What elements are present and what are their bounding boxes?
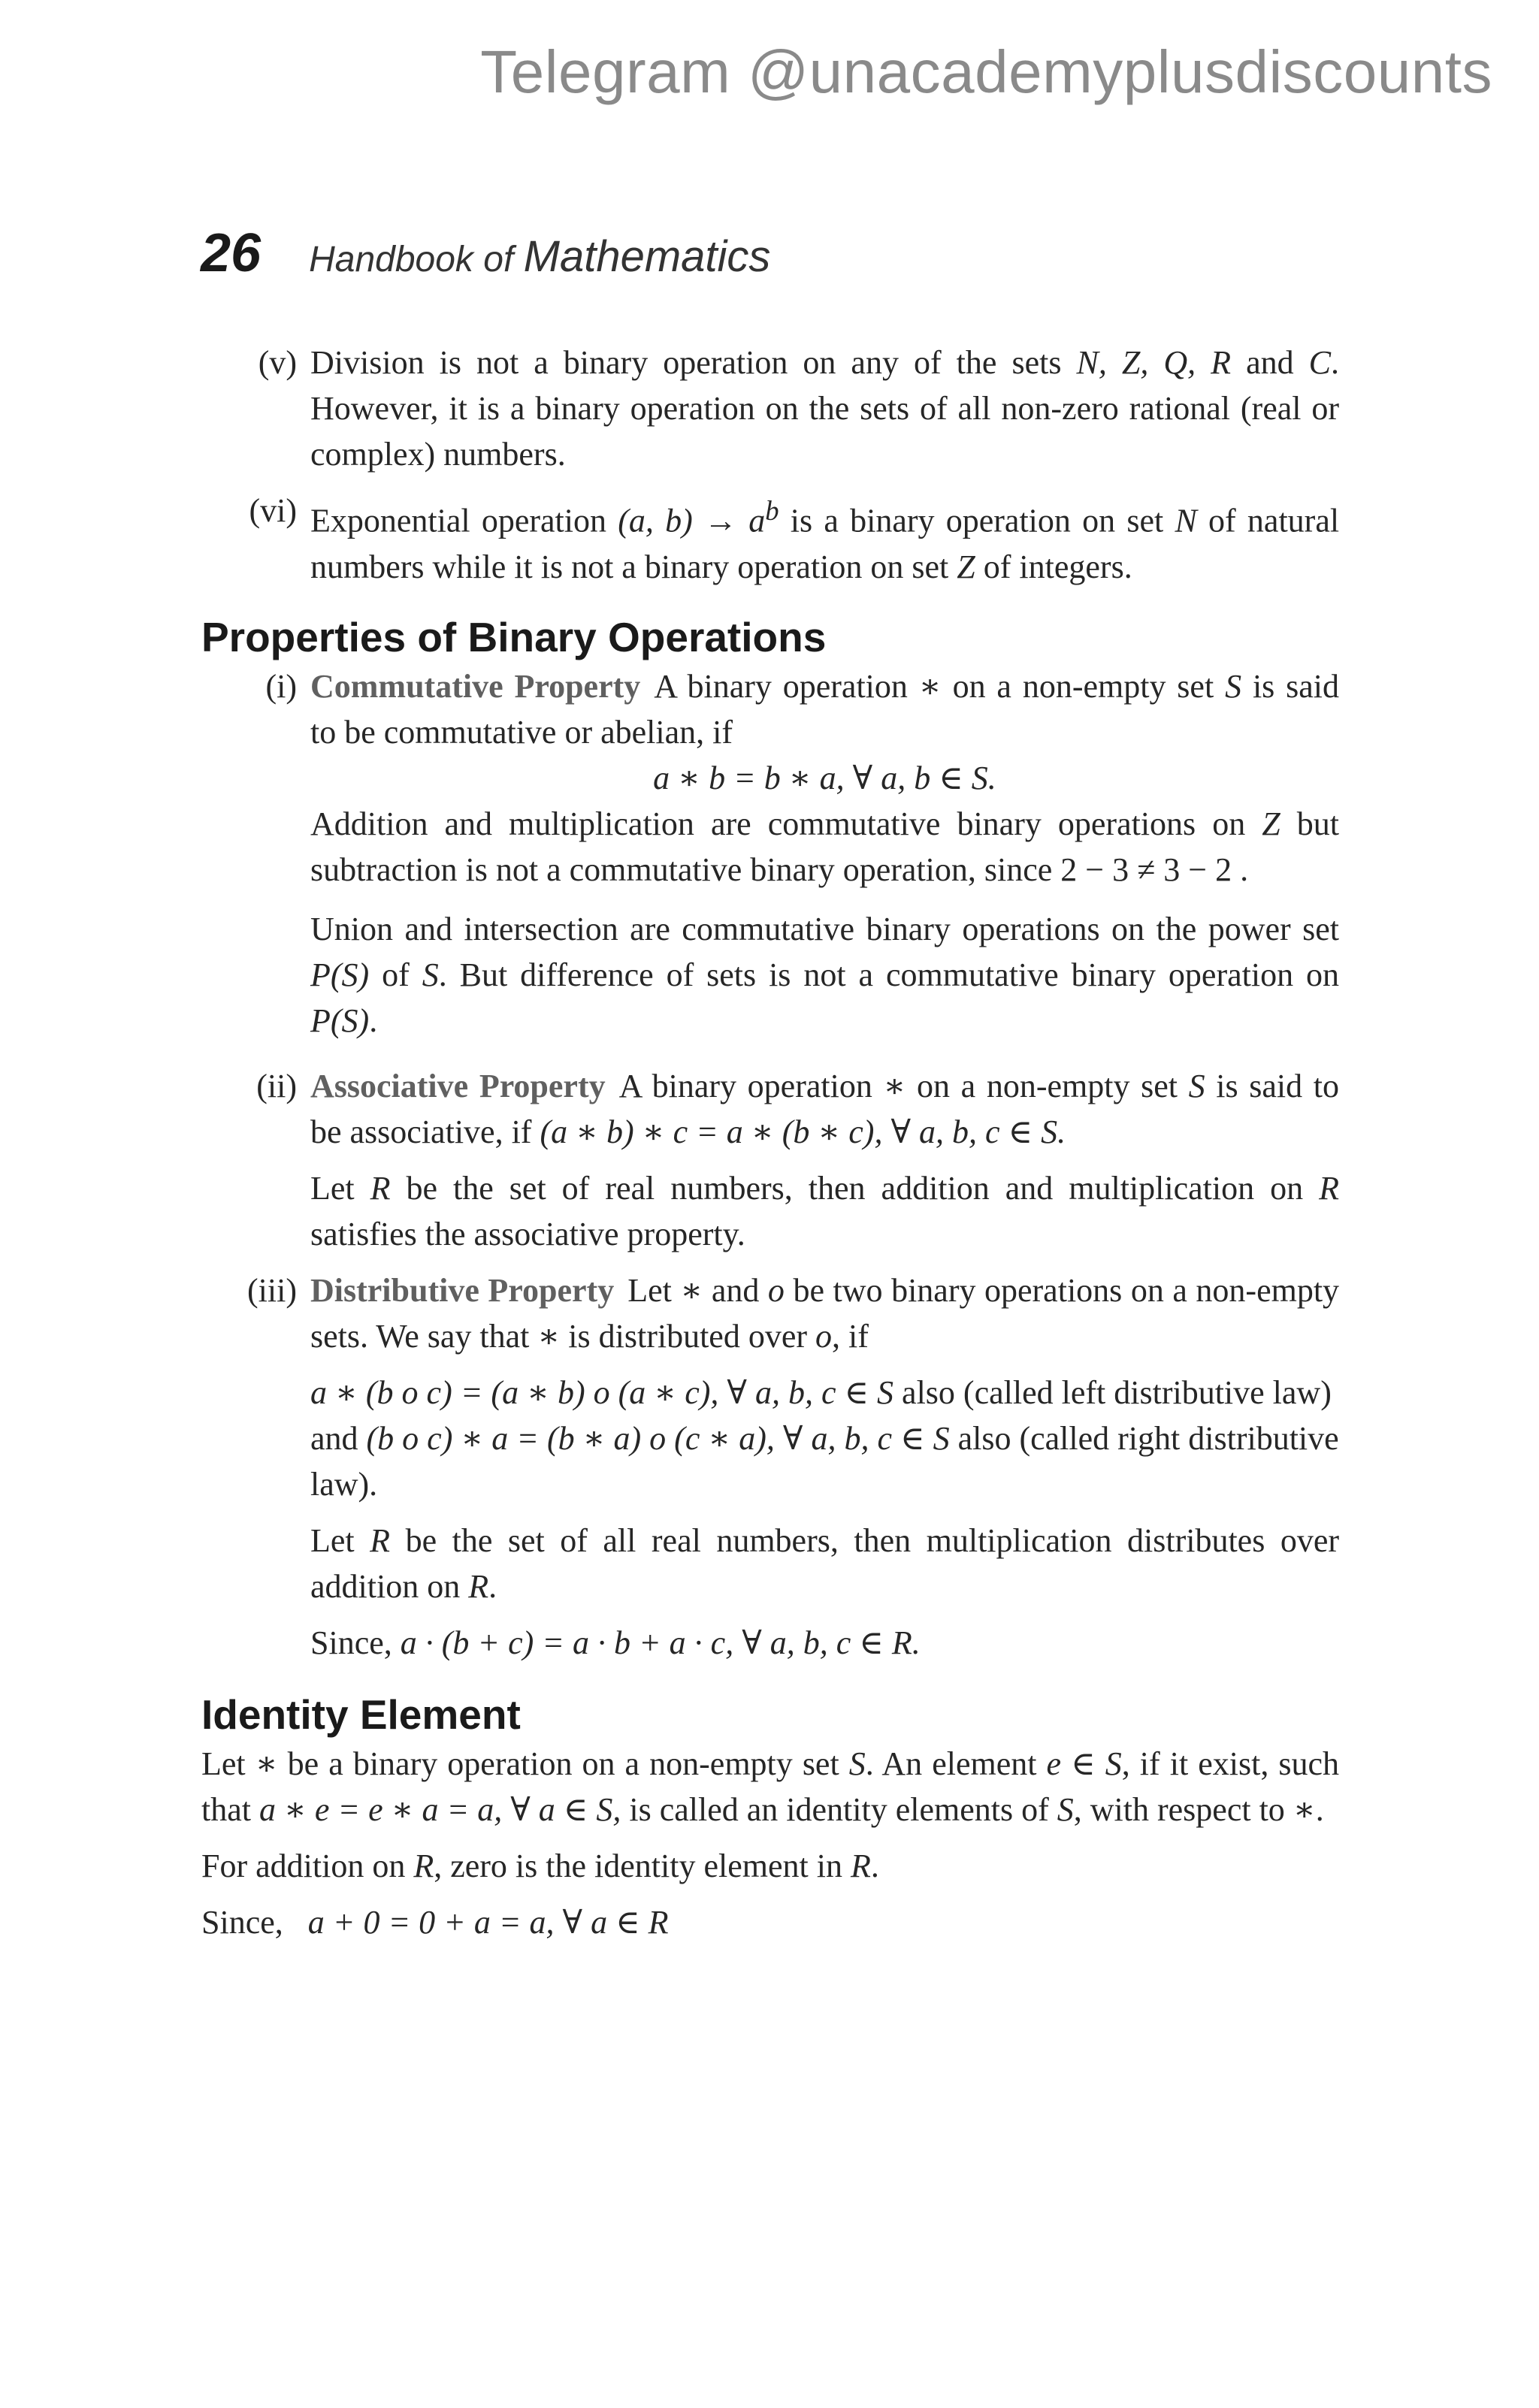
item-marker: (i) bbox=[265, 667, 297, 705]
list-item-v bbox=[201, 340, 1339, 477]
page-number: 26 bbox=[201, 223, 262, 283]
book-title bbox=[309, 232, 771, 281]
section-heading-properties: Properties of Binary Operations bbox=[201, 613, 827, 660]
list-item-vi bbox=[201, 488, 1339, 590]
identity-addition: For addition on R, zero is the identity element in R. bbox=[201, 1847, 879, 1884]
list-item-distributive bbox=[201, 1267, 1339, 1666]
identity-example: Since, a + 0 = 0 + a = a, ∀ a ∈ R bbox=[201, 1903, 669, 1941]
associative-paragraph-2: Let R be the set of real numbers, then addition and multiplication on R satisfies the associative property. bbox=[310, 1169, 1340, 1252]
commutative-definition: Commutative Property A binary operation ∗ on a non-empty set S is said to be commutative or abelian, if bbox=[310, 667, 1340, 751]
run-head-distributive: Distributive Property bbox=[310, 1271, 615, 1309]
commutative-paragraph-3: Union and intersection are commutative binary operations on the power set P(S) of S. But difference of sets is not a commutative binary operation on P(S). bbox=[310, 910, 1340, 1039]
item-marker: (v) bbox=[258, 344, 297, 381]
item-v-text: Division is not a binary operation on any of the sets N, Z, Q, R and C. However, it is a binary operation on the sets of all non-zero rational (real or complex) numbers. bbox=[310, 344, 1339, 473]
item-vi-text: Exponential operation (a, $b) \to a^b$ is a binary operation on set N of natural numbers while it is not a binary operation on set Z of integers. bbox=[310, 495, 1340, 585]
section-heading-identity: Identity Element bbox=[201, 1690, 521, 1738]
distributive-laws: a ∗ (b o c) = (a ∗ b) o (a ∗ c), ∀ a, b, c ∈ S also (called left distributive law) and (b o c) ∗ a = (b ∗ a) o (c ∗ a), ∀ a, b, c ∈ S also (called right distributive law). bbox=[310, 1373, 1339, 1503]
distributive-example: Since, a · (b + c) = a · b + a · c, ∀ a, b, c ∈ R. bbox=[310, 1624, 921, 1661]
item-marker: (iii) bbox=[247, 1271, 297, 1309]
book-title-main: Mathematics bbox=[523, 232, 771, 281]
run-head-associative: Associative Property bbox=[310, 1067, 606, 1104]
identity-definition: Let ∗ be a binary operation on a non-empty set S. An element e ∈ S, if it exist, such that a ∗ e = e ∗ a = a, ∀ a ∈ S, is called an identity elements of S, with respect to ∗. bbox=[201, 1745, 1340, 1828]
watermark: Telegram @unacademyplusdiscounts bbox=[480, 38, 1492, 105]
run-head-commutative: Commutative Property bbox=[310, 667, 641, 705]
list-item-associative bbox=[201, 1063, 1339, 1257]
item-marker: (ii) bbox=[256, 1067, 297, 1104]
page-content bbox=[201, 340, 1339, 1945]
commutative-formula: a ∗ b = b ∗ a, ∀ a, b ∈ S. bbox=[653, 759, 996, 796]
page-header bbox=[201, 222, 770, 284]
list-item-commutative bbox=[201, 663, 1339, 1044]
item-marker: (vi) bbox=[249, 492, 297, 529]
distributive-definition: Distributive Property Let ∗ and o be two binary operations on a non-empty sets. We say that ∗ is distributed over o, if bbox=[310, 1271, 1340, 1355]
associative-definition: Associative Property A binary operation ∗ on a non-empty set S is said to be associative, if (a ∗ b) ∗ c = a ∗ (b ∗ c), ∀ a, b, c ∈ S. bbox=[310, 1067, 1339, 1150]
commutative-paragraph-2: Addition and multiplication are commutative binary operations on Z but subtraction is not a commutative binary operation, since 2 − 3 ≠ 3 − 2 . bbox=[310, 805, 1340, 888]
book-title-prefix: Handbook of bbox=[309, 240, 514, 279]
distributive-paragraph-3: Let R be the set of all real numbers, then multiplication distributes over addition on R. bbox=[310, 1521, 1340, 1605]
